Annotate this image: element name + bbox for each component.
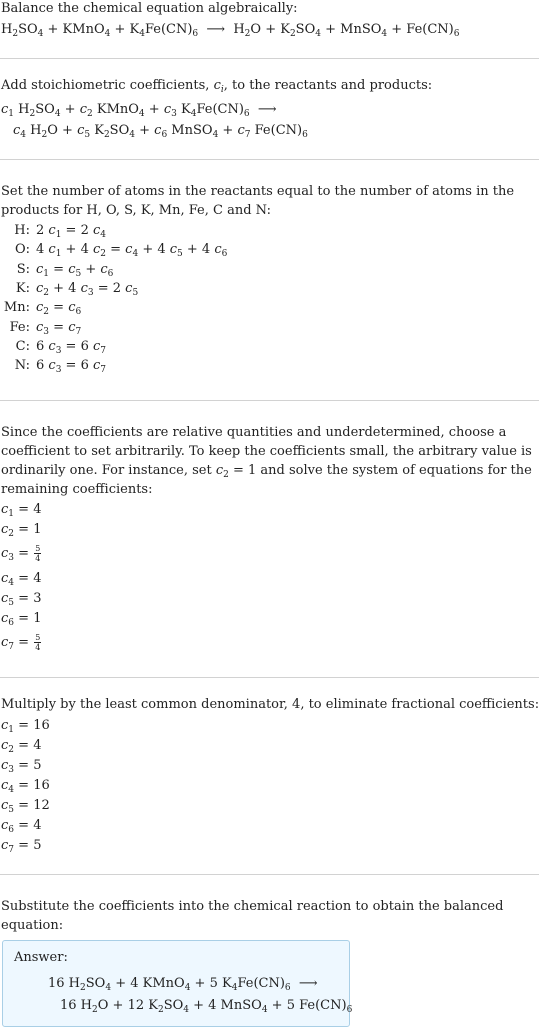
- section4-text-line4: remaining coefficients:: [1, 482, 153, 497]
- equation-row-k: [0, 279, 227, 298]
- solution-c7: $c_7$ = $\frac{5}{4}$: [1, 633, 41, 652]
- element-label: N:: [14, 358, 30, 374]
- value: 4: [33, 738, 42, 753]
- scaled-c6: $c_6 = 4$: [1, 818, 42, 835]
- fraction: $\frac{5}{4}$: [35, 633, 41, 652]
- scaled-c2: $c_2 = 4$: [1, 738, 42, 755]
- coefficient-equation-line2: $c_4$ $H_2O + c_5$ $K_2SO_4 + c_6$ MnSO$_4$ + $c_7$ $Fe(CN)_6$: [13, 123, 308, 140]
- answer-box: [2, 940, 353, 1027]
- divider: [0, 874, 539, 875]
- value: 4: [33, 818, 42, 833]
- atom-balance-equations: [0, 221, 227, 375]
- scaled-c4: $c_4 = 16$: [1, 778, 50, 795]
- scaled-c1: $c_1 = 16$: [1, 718, 50, 735]
- divider: [0, 58, 539, 59]
- equation-row-mn: [0, 298, 227, 317]
- solution-c1: $c_1 = 4$: [1, 502, 42, 519]
- fraction: $\frac{5}{4}$: [35, 544, 41, 563]
- value: 5: [33, 758, 42, 773]
- solution-c5: $c_5 = 3$: [1, 591, 42, 608]
- balanced-equation-line2: 16 $H_2O + 12$ $K_2SO_4 + 4$ MnSO$_4$ + 5 $Fe(CN)_6$: [60, 998, 353, 1015]
- section4-text-line3: ordinarily one. For instance, set $c_2 = 1$ and solve the system of equations for the: [1, 463, 532, 480]
- equation: $c_3 = c_7$: [36, 319, 82, 337]
- solution-c4: $c_4 = 4$: [1, 571, 42, 588]
- value: 1: [33, 522, 42, 537]
- solution-c6: $c_6 = 1$: [1, 611, 42, 628]
- element-label: C:: [15, 338, 30, 354]
- section3-heading-line2: products for H, O, S, K, Mn, Fe, C and N:: [1, 203, 271, 218]
- value: 16: [33, 778, 50, 793]
- divider: [0, 677, 539, 678]
- equation-row-h: [0, 221, 227, 240]
- section5-heading: Multiply by the least common denominator, 4, to eliminate fractional coefficients:: [1, 697, 539, 712]
- equation: $c_2 + 4$ $c_3 = 2$ $c_5$: [36, 281, 139, 299]
- value: 12: [33, 798, 50, 813]
- element-label: O:: [14, 242, 30, 258]
- section6-heading-line2: equation:: [1, 918, 64, 933]
- scaled-c3: $c_3 = 5$: [1, 758, 42, 775]
- equation: $c_1 = c_5 + c_6$: [36, 261, 114, 279]
- value: 4: [33, 571, 42, 586]
- balanced-equation-line1: 16 $H_2SO_4 + 4$ KMnO$_4$ + 5 $K_4Fe(CN)_6$ ⟶: [48, 976, 318, 993]
- equation: $c_2 = c_6$: [36, 300, 82, 318]
- section3-heading-line1: Set the number of atoms in the reactants equal to the number of atoms in the: [1, 184, 515, 199]
- divider: [0, 400, 539, 401]
- value: 16: [33, 718, 50, 733]
- scaled-c7: $c_7 = 5$: [1, 838, 42, 855]
- section4-text-line2: coefficient to set arbitrarily. To keep the coefficients small, the arbitrary value is: [1, 444, 532, 459]
- value: 5: [33, 838, 42, 853]
- solution-c2: $c_2 = 1$: [1, 522, 42, 539]
- equation: 4 $c_1 + 4$ $c_2 = c_4 + 4$ $c_5 + 4$ $c_6$: [36, 242, 228, 260]
- value: 4: [33, 502, 42, 517]
- unbalanced-equation: $H_2SO_4$ + KMnO$_4$ + $K_4Fe(CN)_6$ ⟶ $H_2O + K_2SO_4$ + MnSO$_4$ + $Fe(CN)_6$: [1, 22, 460, 39]
- element-label: Mn:: [3, 300, 30, 316]
- answer-label: Answer:: [14, 950, 68, 965]
- equation-row-o: [0, 240, 227, 259]
- element-label: Fe:: [9, 319, 30, 335]
- value: 1: [33, 611, 42, 626]
- equation-row-n: [0, 356, 227, 375]
- divider: [0, 159, 539, 160]
- value: 3: [33, 591, 42, 606]
- element-label: K:: [15, 281, 30, 297]
- element-label: S:: [16, 261, 30, 277]
- equation-row-s: [0, 260, 227, 279]
- section4-text-line1: Since the coefficients are relative quantities and underdetermined, choose a: [1, 425, 507, 440]
- equation: 2 $c_1 = 2$ $c_4$: [36, 223, 106, 241]
- section1-heading: Balance the chemical equation algebraically:: [1, 1, 298, 16]
- coefficient-equation-line1: $c_1$ $H_2SO_4 + c_2$ KMnO$_4$ + $c_3$ $K_4Fe(CN)_6$ ⟶: [1, 102, 277, 119]
- element-label: H:: [14, 223, 30, 239]
- section2-heading: Add stoichiometric coefficients, $c_i$, to the reactants and products:: [1, 78, 433, 95]
- equation: 6 $c_3 = 6$ $c_7$: [36, 358, 106, 376]
- solution-c3: $c_3$ = $\frac{5}{4}$: [1, 544, 41, 563]
- equation-row-c: [0, 337, 227, 356]
- section6-heading-line1: Substitute the coefficients into the chemical reaction to obtain the balanced: [1, 899, 504, 914]
- equation: 6 $c_3 = 6$ $c_7$: [36, 338, 106, 356]
- equation-row-fe: [0, 317, 227, 336]
- scaled-c5: $c_5 = 12$: [1, 798, 50, 815]
